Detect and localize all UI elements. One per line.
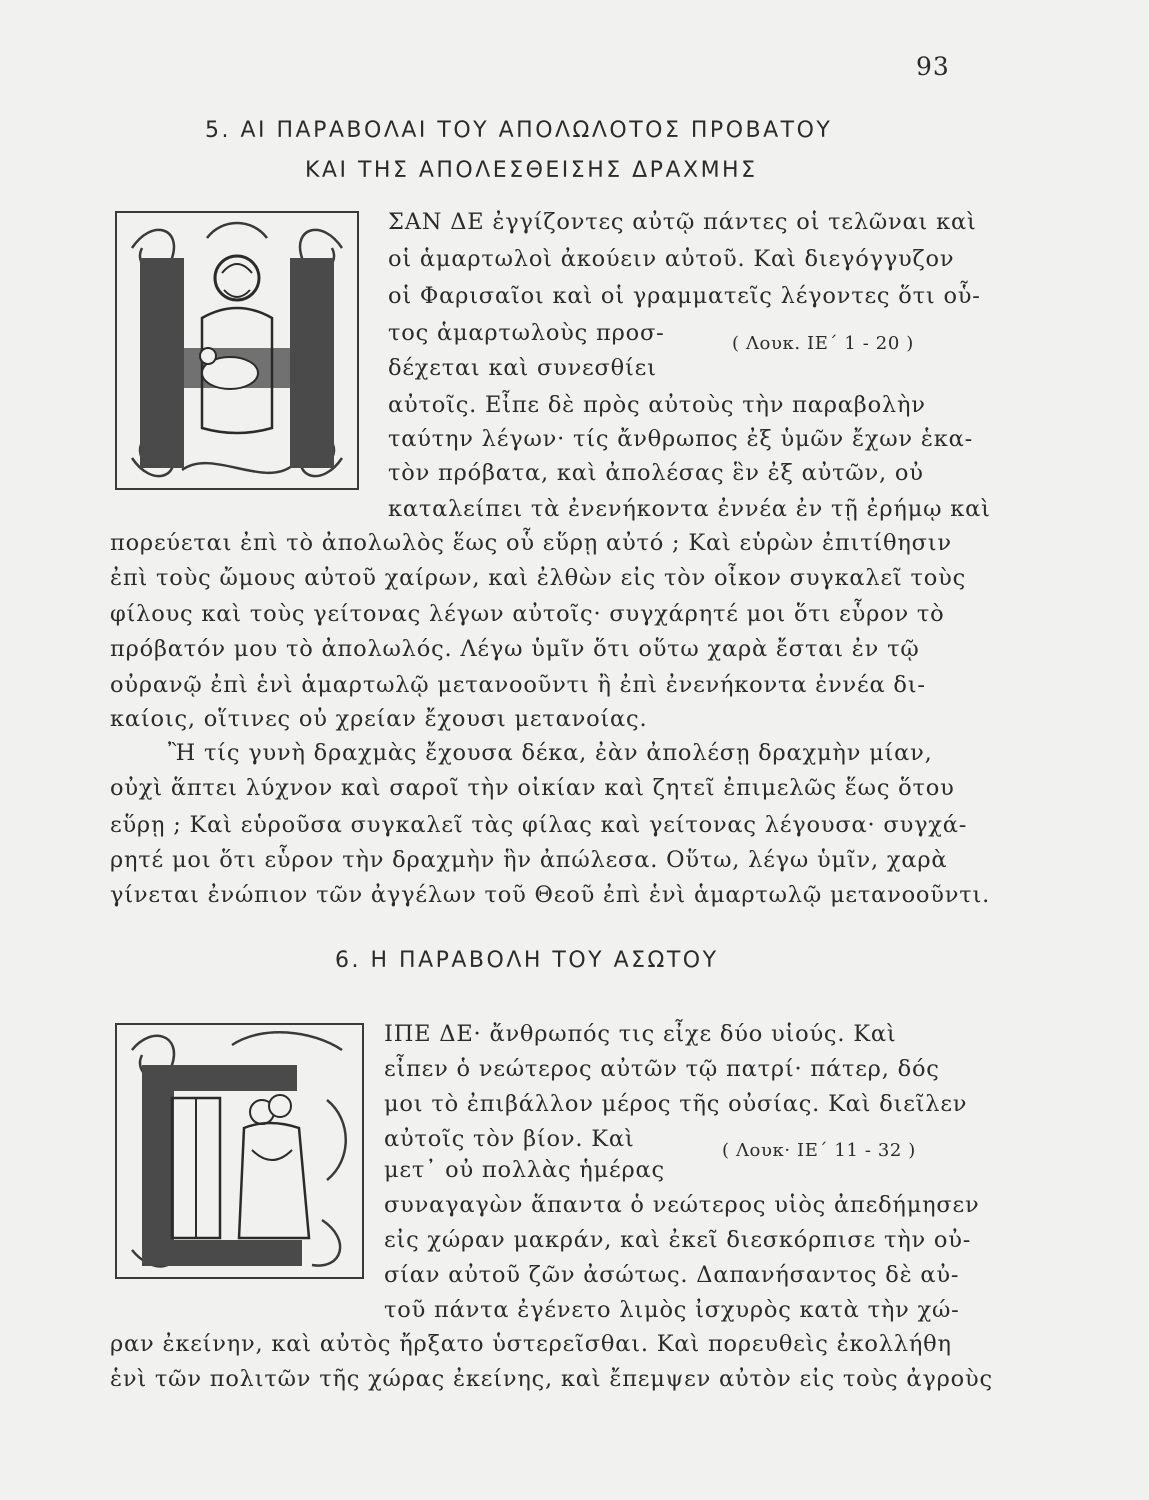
ornate-letter-epsilon-icon (112, 1020, 367, 1282)
sec5-line-10: πορεύεται ἐπὶ τὸ ἀπολωλὸς ἕως οὗ εὕρῃ αὐτό ; Καὶ εὑρὼν ἐπιτίθησιν (110, 530, 952, 556)
sec5-line-6: αὐτοῖς. Εἶπε δὲ πρὸς αὐτοὺς τὴν παραβολὴν (388, 392, 926, 418)
sec6-line-7: εἰς χώραν μακράν, καὶ ἐκεῖ διεσκόρπισε τὴν οὐ- (384, 1227, 972, 1253)
sec5-line-18: εὕρῃ ; Καὶ εὑροῦσα συγκαλεῖ τὰς φίλας καὶ γείτονας λέγουσα· συγχά- (110, 812, 968, 838)
sec5-line-20: γίνεται ἐνώπιον τῶν ἀγγέλων τοῦ Θεοῦ ἐπὶ ἑνὶ ἁμαρτωλῷ μετανοοῦντι. (110, 882, 991, 908)
illuminated-initial-eta (112, 208, 362, 493)
sec5-line-19: ρητέ μοι ὅτι εὗρον τὴν δραχμὴν ἣν ἀπώλεσα. Οὕτω, λέγω ὑμῖν, χαρὰ (110, 847, 948, 873)
ornate-letter-eta-icon (112, 208, 362, 493)
sec6-line-11: ἑνὶ τῶν πολιτῶν τῆς χώρας ἐκείνης, καὶ ἔπεμψεν αὐτὸν εἰς τοὺς ἀγροὺς (110, 1366, 993, 1392)
sec5-line-13: πρόβατόν μου τὸ ἀπολωλός. Λέγω ὑμῖν ὅτι οὕτω χαρὰ ἔσται ἐν τῷ (110, 636, 920, 662)
section-6-reference: ( Λουκ· ΙΕ΄ 11 - 32 ) (722, 1140, 916, 1161)
section-5-reference: ( Λουκ. ΙΕ΄ 1 - 20 ) (732, 333, 914, 354)
illuminated-initial-epsilon (112, 1020, 367, 1282)
sec5-line-11: ἐπὶ τοὺς ὤμους αὐτοῦ χαίρων, καὶ ἐλθὼν εἰς τὸν οἶκον συγκαλεῖ τοὺς (110, 565, 966, 591)
section-5-title-line-1: 5. ΑΙ ΠΑΡΑΒΟΛΑΙ ΤΟΥ ΑΠΟΛΩΛΟΤΟΣ ΠΡΟΒΑΤΟΥ (205, 118, 833, 143)
sec6-line-10: ραν ἐκείνην, καὶ αὐτὸς ἤρξατο ὑστερεῖσθαι. Καὶ πορευθεὶς ἐκολλήθη (110, 1331, 952, 1357)
sec5-line-2: οἱ ἁμαρτωλοὶ ἀκούειν αὐτοῦ. Καὶ διεγόγγυζον (388, 246, 955, 272)
sec5-line-16: Ἢ τίς γυνὴ δραχμὰς ἔχουσα δέκα, ἐὰν ἀπολέσῃ δραχμὴν μίαν, (168, 740, 933, 766)
sec6-line-4: αὐτοῖς τὸν βίον. Καὶ (384, 1126, 635, 1152)
section-5-title-line-2: ΚΑΙ ΤΗΣ ΑΠΟΛΕΣΘΕΙΣΗΣ ΔΡΑΧΜΗΣ (305, 158, 758, 183)
sec6-line-1: ΙΠΕ ΔΕ· ἄνθρωπός τις εἶχε δύο υἱούς. Καὶ (384, 1021, 897, 1047)
sec5-line-9: καταλείπει τὰ ἐνενήκοντα ἐννέα ἐν τῇ ἐρήμῳ καὶ (388, 496, 991, 522)
sec5-line-7: ταύτην λέγων· τίς ἄνθρωπος ἐξ ὑμῶν ἔχων ἑκα- (388, 426, 973, 452)
sec6-line-6: συναγαγὼν ἅπαντα ὁ νεώτερος υἱὸς ἀπεδήμησεν (384, 1192, 980, 1218)
sec6-line-5: μετ᾽ οὐ πολλὰς ἡμέρας (384, 1157, 665, 1183)
sec5-line-3: οἱ Φαρισαῖοι καὶ οἱ γραμματεῖς λέγοντες ὅτι οὗ- (388, 283, 981, 309)
sec6-line-3: μοι τὸ ἐπιβάλλον μέρος τῆς οὐσίας. Καὶ διεῖλεν (384, 1091, 968, 1117)
sec6-line-2: εἶπεν ὁ νεώτερος αὐτῶν τῷ πατρί· πάτερ, δός (384, 1056, 940, 1082)
sec5-line-1: ΣΑΝ ΔΕ ἐγγίζοντες αὐτῷ πάντες οἱ τελῶναι καὶ (388, 209, 977, 235)
sec5-line-14: οὐρανῷ ἐπὶ ἑνὶ ἁμαρτωλῷ μετανοοῦντι ἢ ἐπὶ ἐνενήκοντα ἐννέα δι- (110, 672, 926, 698)
sec5-line-17: οὐχὶ ἅπτει λύχνον καὶ σαροῖ τὴν οἰκίαν καὶ ζητεῖ ἐπιμελῶς ἕως ὅτου (110, 775, 955, 801)
sec5-line-8: τὸν πρόβατα, καὶ ἀπολέσας ἓν ἐξ αὐτῶν, οὐ (388, 460, 924, 486)
sec5-line-12: φίλους καὶ τοὺς γείτονας λέγων αὐτοῖς· συγχάρητέ μοι ὅτι εὗρον τὸ (110, 601, 945, 627)
page-number: 93 (916, 52, 950, 81)
sec5-line-4: τος ἁμαρτωλοὺς προσ- (388, 320, 665, 346)
sec6-line-8: σίαν αὐτοῦ ζῶν ἀσώτως. Δαπανήσαντος δὲ αὐ- (384, 1262, 960, 1288)
sec5-line-15: καίοις, οἵτινες οὐ χρείαν ἔχουσι μετανοίας. (110, 706, 648, 732)
section-6-title: 6. Η ΠΑΡΑΒΟΛΗ ΤΟΥ ΑΣΩΤΟΥ (335, 948, 719, 973)
sec5-line-5: δέχεται καὶ συνεσθίει (388, 355, 657, 381)
sec6-line-9: τοῦ πάντα ἐγένετο λιμὸς ἰσχυρὸς κατὰ τὴν χώ- (384, 1297, 960, 1323)
